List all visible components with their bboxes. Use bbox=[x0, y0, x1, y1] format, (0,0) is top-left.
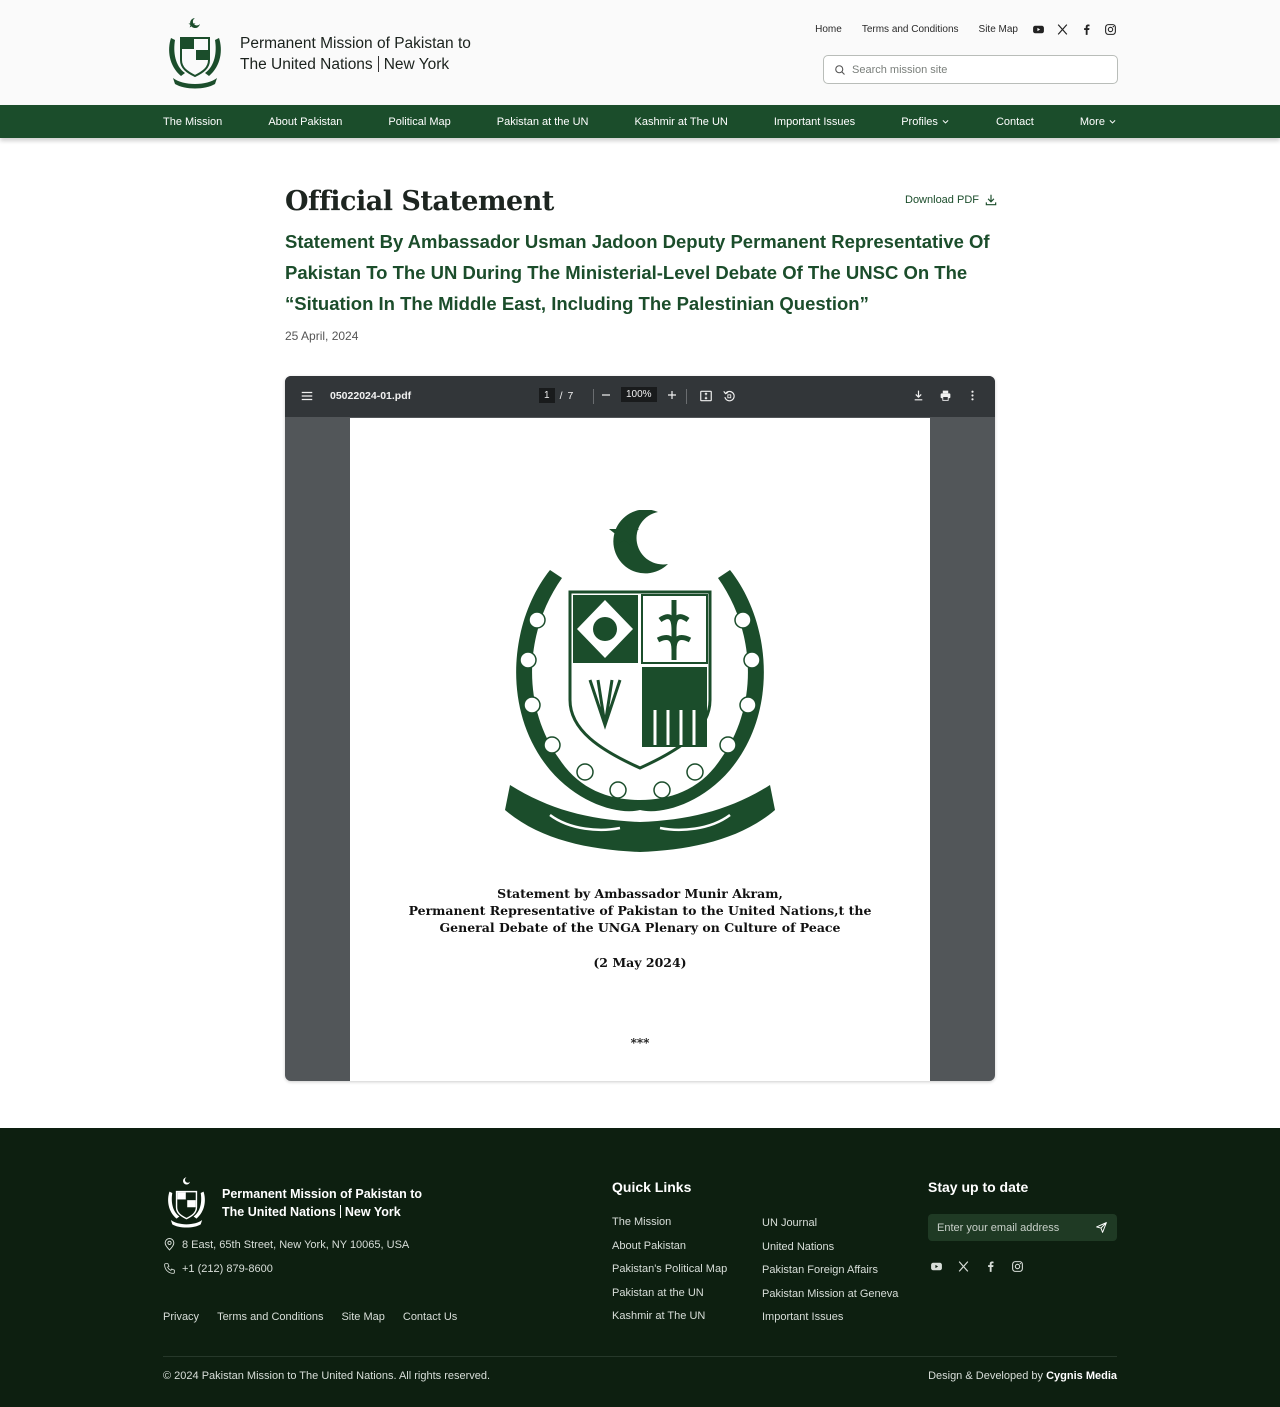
footer-phone[interactable] bbox=[163, 1262, 273, 1275]
location-icon bbox=[163, 1238, 176, 1251]
x-icon[interactable] bbox=[1056, 23, 1069, 36]
pdf-toolbar bbox=[285, 376, 995, 417]
quick-links-col1 bbox=[612, 1216, 727, 1334]
facebook-icon[interactable] bbox=[1080, 23, 1093, 36]
download-icon bbox=[984, 193, 998, 207]
quick-link[interactable]: UN Journal bbox=[762, 1217, 818, 1229]
search-input[interactable] bbox=[852, 64, 1102, 76]
quick-link[interactable]: Pakistan at the UN bbox=[612, 1286, 704, 1299]
footer-social-icons bbox=[930, 1260, 1024, 1273]
quick-link[interactable]: The Mission bbox=[612, 1216, 672, 1228]
file-actions bbox=[912, 389, 979, 402]
main-nav bbox=[0, 105, 1280, 138]
youtube-icon[interactable] bbox=[930, 1260, 943, 1273]
pdf-title-block bbox=[350, 885, 930, 936]
footer-address-text: 8 East, 65th Street, New York, NY 10065, USA bbox=[182, 1238, 410, 1251]
footer-link-sitemap[interactable]: Site Map bbox=[341, 1311, 385, 1323]
menu-icon[interactable] bbox=[300, 389, 314, 403]
quick-link[interactable]: Pakistan Foreign Affairs bbox=[762, 1264, 878, 1277]
top-link-sitemap[interactable]: Site Map bbox=[978, 24, 1018, 35]
top-link-home[interactable]: Home bbox=[815, 24, 842, 35]
brand-line2b: New York bbox=[383, 56, 450, 73]
zoom-controls bbox=[600, 387, 678, 402]
toolbar-divider bbox=[593, 389, 594, 404]
youtube-icon[interactable] bbox=[1032, 23, 1045, 36]
copyright: © 2024 Pakistan Mission to The United Nations. All rights reserved. bbox=[163, 1370, 491, 1382]
search-icon bbox=[834, 64, 846, 76]
statement-date: 25 April, 2024 bbox=[285, 329, 359, 343]
top-social-icons bbox=[1032, 23, 1117, 36]
download-icon[interactable] bbox=[912, 389, 925, 402]
total-pages: 7 bbox=[567, 389, 574, 402]
brand-separator bbox=[378, 56, 379, 72]
quick-link[interactable]: About Pakistan bbox=[612, 1239, 686, 1252]
nav-label: Important Issues bbox=[773, 115, 856, 128]
nav-item-the-mission[interactable] bbox=[163, 116, 222, 128]
download-pdf-label: Download PDF bbox=[905, 194, 979, 206]
footer-brand-line2a: The United Nations bbox=[222, 1205, 336, 1219]
nav-item-about-pakistan[interactable] bbox=[268, 116, 342, 128]
nav-label: Kashmir at The UN bbox=[634, 115, 728, 128]
pdf-filename: 05022024-01.pdf bbox=[330, 390, 412, 402]
credit-link[interactable]: Cygnis Media bbox=[1046, 1370, 1117, 1382]
nav-label: About Pakistan bbox=[268, 115, 343, 128]
nav-item-important-issues[interactable] bbox=[774, 116, 855, 128]
quick-link[interactable]: United Nations bbox=[762, 1240, 835, 1253]
footer-address bbox=[163, 1238, 409, 1251]
page-title: Official Statement bbox=[285, 186, 554, 217]
nav-label: More bbox=[1079, 115, 1105, 128]
footer-link-terms[interactable]: Terms and Conditions bbox=[217, 1311, 324, 1323]
nav-item-profiles[interactable] bbox=[901, 116, 950, 128]
pdf-viewer[interactable] bbox=[285, 376, 995, 1081]
footer-brand-line2b: New York bbox=[344, 1205, 401, 1219]
more-vert-icon[interactable] bbox=[966, 389, 979, 402]
facebook-icon[interactable] bbox=[984, 1260, 997, 1273]
page-indicator bbox=[539, 388, 573, 403]
toolbar-divider bbox=[686, 389, 687, 404]
x-icon[interactable] bbox=[957, 1260, 970, 1273]
nav-label: Contact bbox=[995, 115, 1034, 128]
plus-icon[interactable] bbox=[666, 389, 678, 401]
quick-link[interactable]: Pakistan's Political Map bbox=[612, 1263, 728, 1276]
footer-link-contact[interactable]: Contact Us bbox=[402, 1311, 458, 1323]
phone-icon bbox=[163, 1262, 176, 1275]
nav-item-kashmir-at-un[interactable] bbox=[635, 116, 728, 128]
quick-links-heading: Quick Links bbox=[612, 1179, 692, 1195]
pdf-line2: Permanent Representative of Pakistan to the United Nations,t the bbox=[408, 903, 872, 918]
current-page-input[interactable]: 1 bbox=[539, 388, 555, 403]
footer-link-privacy[interactable]: Privacy bbox=[163, 1311, 200, 1323]
quick-link[interactable]: Kashmir at The UN bbox=[612, 1310, 706, 1323]
footer-legal-links bbox=[163, 1311, 457, 1323]
send-icon[interactable] bbox=[1095, 1221, 1108, 1234]
instagram-icon[interactable] bbox=[1011, 1260, 1024, 1273]
top-links bbox=[815, 23, 1117, 36]
rotate-icon[interactable] bbox=[722, 389, 736, 403]
fit-page-icon[interactable] bbox=[699, 389, 713, 403]
nav-label: Pakistan at the UN bbox=[496, 115, 589, 128]
credit-prefix: Design & Developed by bbox=[928, 1370, 1044, 1382]
footer-phone-text: +1 (212) 879-8600 bbox=[182, 1262, 273, 1275]
brand-line1: Permanent Mission of Pakistan to bbox=[240, 35, 471, 52]
nav-label: Profiles bbox=[901, 115, 938, 128]
chevron-down-icon bbox=[941, 117, 950, 126]
newsletter-form bbox=[928, 1214, 1117, 1241]
pdf-date: (2 May 2024) bbox=[593, 955, 687, 970]
nav-label: Political Map bbox=[388, 115, 451, 128]
brand[interactable] bbox=[163, 16, 471, 92]
state-emblem-icon bbox=[490, 510, 790, 855]
view-controls bbox=[699, 389, 736, 403]
quick-link[interactable]: Pakistan Mission at Geneva bbox=[762, 1287, 899, 1300]
nav-item-contact[interactable] bbox=[996, 116, 1034, 128]
state-emblem-icon bbox=[163, 1176, 210, 1230]
footer-divider bbox=[163, 1356, 1117, 1357]
site-header bbox=[0, 0, 1280, 105]
print-icon[interactable] bbox=[939, 389, 952, 402]
page-separator: / bbox=[559, 389, 563, 402]
brand-line2a: The United Nations bbox=[240, 56, 373, 73]
statement-heading: Statement By Ambassador Usman Jadoon Deputy Permanent Representative Of Pakistan To The UN During The Ministerial-Level Debate Of The UNSC On The “Situation In The Middle East, Including The Palestinian Question” bbox=[285, 231, 990, 314]
download-pdf-button[interactable] bbox=[905, 193, 998, 207]
footer-brand-line1: Permanent Mission of Pakistan to bbox=[222, 1187, 423, 1201]
minus-icon[interactable] bbox=[600, 389, 612, 401]
quick-link[interactable]: Important Issues bbox=[762, 1311, 844, 1324]
site-footer bbox=[0, 1128, 1280, 1407]
chevron-down-icon bbox=[1108, 117, 1117, 126]
nav-item-political-map[interactable] bbox=[388, 116, 450, 128]
pdf-page bbox=[350, 418, 930, 1081]
pdf-stars: *** bbox=[630, 1036, 650, 1050]
search-box[interactable] bbox=[823, 55, 1118, 84]
credit bbox=[928, 1370, 1117, 1382]
state-emblem-icon bbox=[163, 16, 227, 92]
nav-item-pakistan-at-un[interactable] bbox=[497, 116, 589, 128]
email-field[interactable] bbox=[937, 1222, 1087, 1234]
quick-links-col2 bbox=[762, 1217, 898, 1335]
nav-item-more[interactable] bbox=[1080, 116, 1117, 128]
footer-brand[interactable] bbox=[163, 1176, 422, 1230]
pdf-line1: Statement by Ambassador Munir Akram, bbox=[497, 886, 783, 901]
brand-separator bbox=[340, 1205, 341, 1218]
stay-up-to-date-heading: Stay up to date bbox=[928, 1179, 1029, 1195]
instagram-icon[interactable] bbox=[1104, 23, 1117, 36]
pdf-line3: General Debate of the UNGA Plenary on Culture of Peace bbox=[439, 920, 841, 935]
zoom-level[interactable]: 100% bbox=[621, 387, 657, 402]
nav-label: The Mission bbox=[163, 115, 223, 128]
top-link-terms[interactable]: Terms and Conditions bbox=[861, 24, 959, 35]
